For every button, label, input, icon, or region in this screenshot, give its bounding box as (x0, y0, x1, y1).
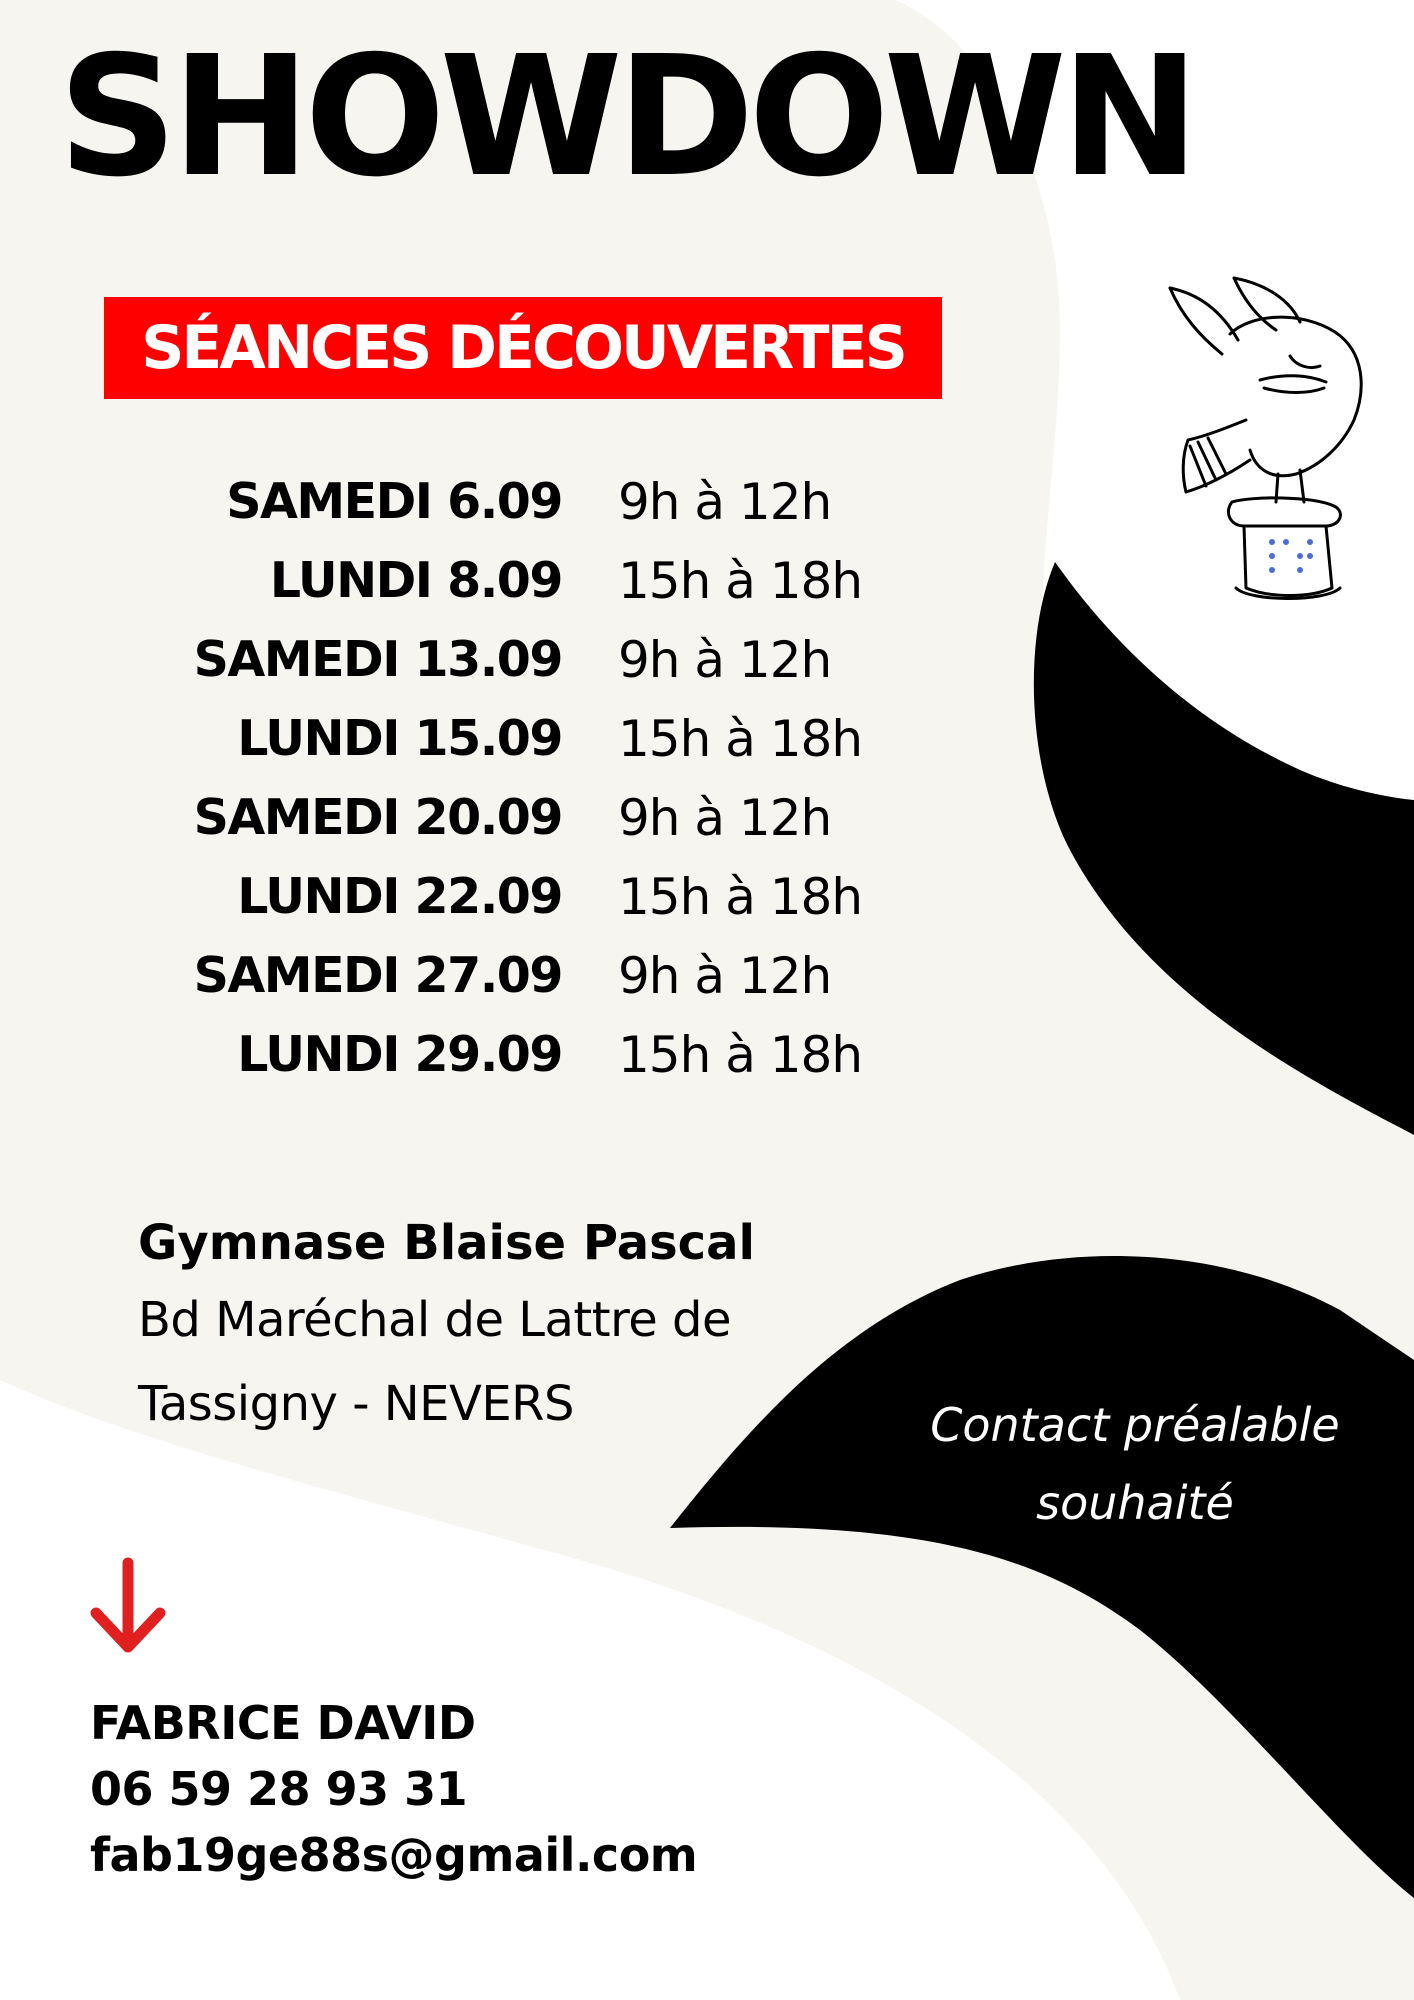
venue-address-line2: Tassigny - NEVERS (138, 1376, 574, 1432)
schedule-row (100, 620, 900, 699)
contact-note-line2: souhaité (1036, 1476, 1234, 1530)
schedule-time: 9h à 12h (618, 472, 832, 531)
schedule-day: SAMEDI 20.09 (193, 789, 562, 846)
schedule-row (100, 462, 900, 541)
discovery-sessions-banner (104, 297, 942, 399)
bird-logo-icon (1160, 270, 1380, 605)
schedule-row (100, 699, 900, 778)
schedule-row (100, 778, 900, 857)
schedule-time: 9h à 12h (618, 630, 832, 689)
schedule-day: LUNDI 29.09 (237, 1026, 562, 1083)
contact-email[interactable]: fab19ge88s@gmail.com (90, 1828, 698, 1882)
arrow-down-icon (88, 1555, 168, 1659)
schedule-row (100, 857, 900, 936)
contact-phone[interactable]: 06 59 28 93 31 (90, 1762, 468, 1816)
schedule-day: SAMEDI 13.09 (193, 631, 562, 688)
schedule-time: 15h à 18h (618, 867, 863, 926)
schedule-time: 9h à 12h (618, 946, 832, 1005)
schedule-day: LUNDI 22.09 (237, 868, 562, 925)
contact-note (880, 1386, 1390, 1542)
contact-note-line1: Contact préalable (930, 1398, 1340, 1452)
poster-title: SHOWDOWN (58, 21, 1194, 214)
contact-block (90, 1690, 890, 1888)
schedule-row (100, 936, 900, 1015)
schedule-day: SAMEDI 6.09 (226, 473, 562, 530)
schedule-time: 15h à 18h (618, 709, 863, 768)
schedule-row (100, 1015, 900, 1094)
banner-text: SÉANCES DÉCOUVERTES (141, 313, 905, 383)
schedule-time: 15h à 18h (618, 1025, 863, 1084)
schedule-time: 15h à 18h (618, 551, 863, 610)
schedule-day: SAMEDI 27.09 (193, 947, 562, 1004)
schedule-day: LUNDI 15.09 (237, 710, 562, 767)
contact-name: FABRICE DAVID (90, 1696, 476, 1750)
venue-name: Gymnase Blaise Pascal (138, 1215, 755, 1271)
venue-address-line1: Bd Maréchal de Lattre de (138, 1292, 732, 1348)
session-schedule (100, 462, 900, 1094)
schedule-day: LUNDI 8.09 (269, 552, 562, 609)
schedule-row (100, 541, 900, 620)
schedule-time: 9h à 12h (618, 788, 832, 847)
venue-block (138, 1208, 838, 1446)
